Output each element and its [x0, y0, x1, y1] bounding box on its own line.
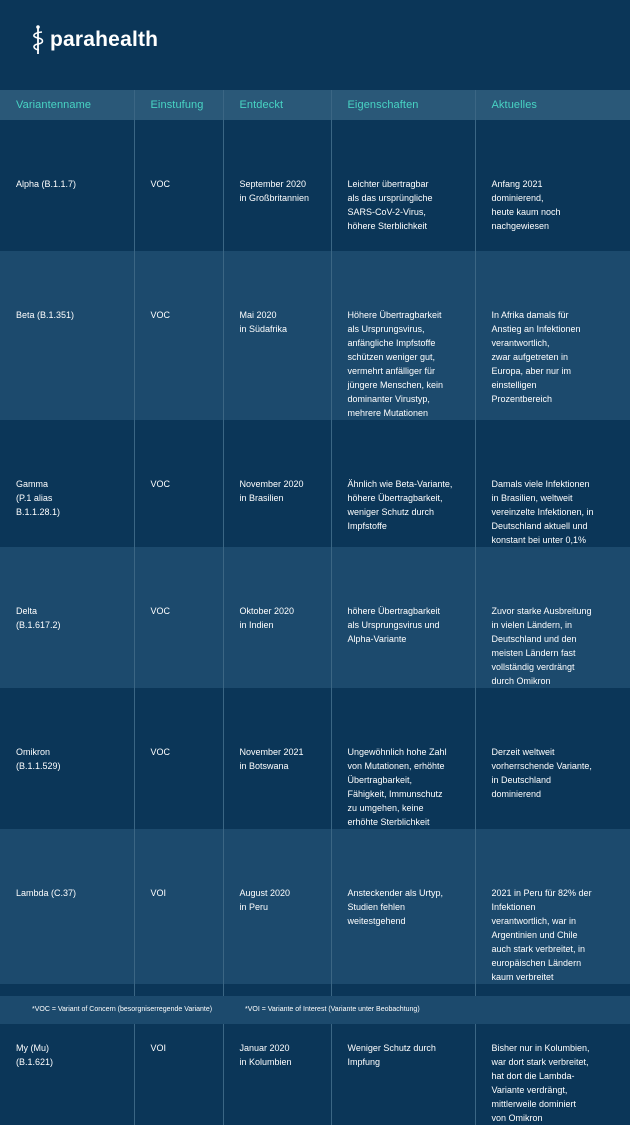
table-row-omikron: [0, 688, 630, 829]
table-row-lambda: [0, 829, 630, 984]
cell-current: Derzeit weltweit vorherrschende Variante, in Deutschland dominierend: [491, 747, 592, 799]
cell-properties: Weniger Schutz durch Impfung: [331, 984, 475, 1125]
header: [0, 0, 630, 90]
cell-classification: VOC: [134, 120, 223, 251]
table-header-row: [0, 90, 630, 120]
cell-variant-name: Lambda (C.37): [0, 829, 134, 984]
cell-variant-name: My (Mu) (B.1.621): [0, 984, 134, 1125]
cell-properties: Ungewöhnlich hohe Zahl von Mutationen, erhöhte Übertragbarkeit, Fähigkeit, Immunschutz zu umgehen, keine erhöhte Sterblichkeit: [331, 688, 475, 829]
cell-variant-name: Delta (B.1.617.2): [0, 547, 134, 688]
table-row-alpha: [0, 120, 630, 251]
logo[interactable]: [30, 24, 158, 56]
footer-legend: [0, 996, 630, 1024]
cell-current: 2021 in Peru für 82% der Infektionen verantwortlich, war in Argentinien und Chile auch stark verbreitet, in europäischen Ländern kaum verbreitet: [491, 888, 592, 982]
cell-discovered: September 2020 in Großbritannien: [223, 120, 331, 251]
cell-properties: Höhere Übertragbarkeit als Ursprungsvirus, anfängliche Impfstoffe schützen weniger gut, vermehrt anfälliger für jüngere Menschen, kein dominanter Virustyp, mehrere Mutationen: [331, 251, 475, 420]
header-current: Aktuelles: [491, 99, 538, 111]
cell-classification: VOI: [134, 829, 223, 984]
cell-variant-name: Alpha (B.1.1.7): [0, 120, 134, 251]
cell-current: In Afrika damals für Anstieg an Infektionen verantwortlich, zwar aufgetreten in Europa, aber nur im einstelligen Prozentbereich: [491, 310, 581, 404]
table-row-beta: [0, 251, 630, 420]
cell-variant-name: Omikron (B.1.1.529): [0, 688, 134, 829]
table-row-gamma: [0, 420, 630, 547]
cell-properties: Ansteckender als Urtyp, Studien fehlen weitestgehend: [331, 829, 475, 984]
table-row-delta: [0, 547, 630, 688]
cell-variant-name: Beta (B.1.351): [0, 251, 134, 420]
header-classification: Einstufung: [134, 90, 223, 120]
voi-footnote: *VOI = Variante of Interest (Variante unter Beobachtung): [245, 1006, 420, 1013]
cell-classification: VOI: [134, 984, 223, 1125]
cell-properties: Leichter übertragbar als das ursprüngliche SARS-CoV-2-Virus, höhere Sterblichkeit: [331, 120, 475, 251]
brand-name: parahealth: [50, 28, 159, 51]
header-variant-name: Variantenname: [0, 90, 134, 120]
cell-current: Anfang 2021 dominierend, heute kaum noch nachgewiesen: [491, 179, 561, 231]
caduceus-icon: [30, 24, 46, 56]
cell-classification: VOC: [134, 688, 223, 829]
cell-current: Damals viele Infektionen in Brasilien, weltweit vereinzelte Infektionen, in Deutschland aktuell und konstant bei unter 0,1%: [491, 479, 594, 545]
cell-current: Bisher nur in Kolumbien, war dort stark verbreitet, hat dort die Lambda- Variante verdrängt, mittlerweile dominiert von Omikron: [491, 1043, 590, 1123]
header-discovered: Entdeckt: [223, 90, 331, 120]
voc-footnote: *VOC = Variant of Concern (besorgniserregende Variante): [32, 1006, 213, 1013]
cell-discovered: Januar 2020 in Kolumbien: [223, 984, 331, 1125]
cell-properties: höhere Übertragbarkeit als Ursprungsvirus und Alpha-Variante: [331, 547, 475, 688]
header-properties: Eigenschaften: [331, 90, 475, 120]
cell-discovered: Mai 2020 in Südafrika: [223, 251, 331, 420]
cell-classification: VOC: [134, 547, 223, 688]
cell-classification: VOC: [134, 420, 223, 547]
cell-discovered: Oktober 2020 in Indien: [223, 547, 331, 688]
variants-table: [0, 90, 630, 1125]
cell-current: Zuvor starke Ausbreitung in vielen Ländern, in Deutschland und den meisten Ländern fast vollständig verdrängt durch Omikron: [491, 606, 592, 686]
cell-properties: Ähnlich wie Beta-Variante, höhere Übertragbarkeit, weniger Schutz durch Impfstoffe: [331, 420, 475, 547]
cell-discovered: November 2020 in Brasilien: [223, 420, 331, 547]
cell-discovered: November 2021 in Botswana: [223, 688, 331, 829]
cell-classification: VOC: [134, 251, 223, 420]
cell-variant-name: Gamma (P.1 alias B.1.1.28.1): [0, 420, 134, 547]
cell-discovered: August 2020 in Peru: [223, 829, 331, 984]
